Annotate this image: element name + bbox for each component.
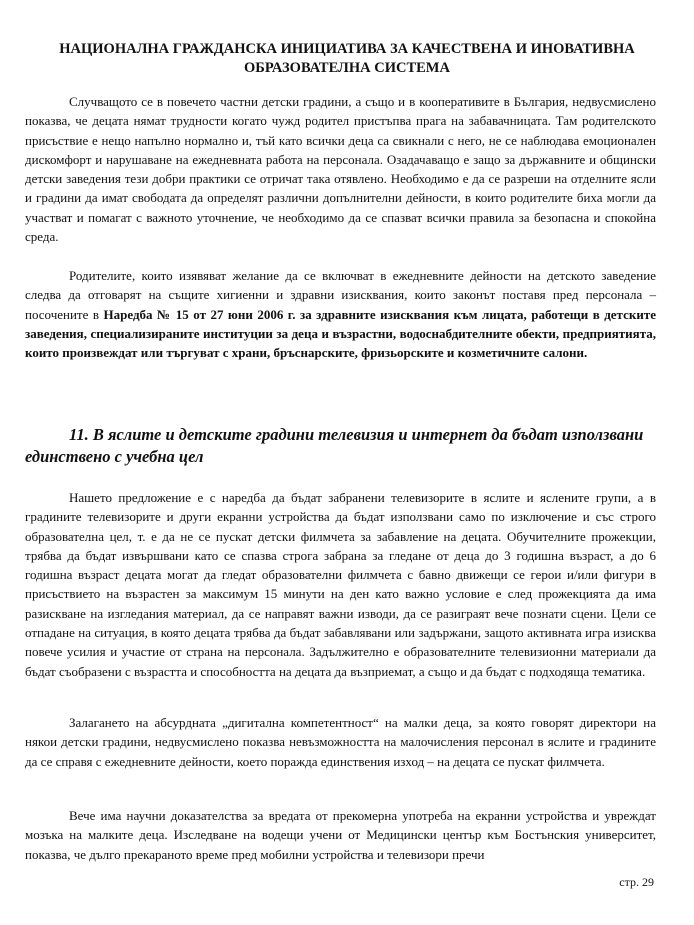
page-number: стр. 29 [619,875,654,889]
paragraph-scientific-evidence: Вече има научни доказателства за вредата от прекомерна употреба на екранни устройства и увреждат мозъка на малките деца. Изследване на водещи учени от Медицински център към Бостънския университет, показва, че дълго прекараното време пред мобилни устройства и телевизори пречи [25,808,656,862]
section-heading: 11. В яслите и детските градини телевизия и интернет да бъдат използвани единствено с учебна цел [25,425,644,466]
paragraph-text: Родителите, които изявяват желание да се включват в ежедневните дейности на детското заведение следва да отговарят на същите хигиенни и здравни изисквания, които законът поставя пред персонала – посочените в [25,268,656,322]
document-title: НАЦИОНАЛНА ГРАЖДАНСКА ИНИЦИАТИВА ЗА КАЧЕСТВЕНА И ИНОВАТИВНА ОБРАЗОВАТЕЛНА СИСТЕМА [59,41,635,76]
paragraph-parental-presence: Случващото се в повечето частни детски градини, а също и в кооперативите в България, недвусмислено показва, че децата нямат трудности когато чужд родител пристъпва прага на забавачницата. Там родителското присъствие е нещо напълно нормално и, тъй като всички деца са свикнали с него, не се наблюдава емоционален дискомфорт и нарушаване на ежедневната работа на персонала. Озадачаващо е защо за държавните и общински детски заведения тези добри практики се отричат така отявлено. Необходимо е да се разреши на отделните ясли и градини да имат свободата да определят различни допълнителни дейности, в които родителите биха могли да участват и помагат с важното уточнение, че необходимо да се спазват всички правила за безопасна и спокойна среда. [25,94,656,245]
paragraph-tv-proposal: Нашето предложение е с наредба да бъдат забранени телевизорите в яслите и яслените групи, а в градините телевизорите и други екранни устройства да бъдат използвани само по изключение и със строго образователна цел, т. е да не се пускат детски филмчета за забавление на децата. Обучителните прожекции, трябва да бъдат извършвани като се спазва строга забрана за гледане от деца до 3 годишна възраст, а до 6 годишна възраст децата могат да гледат образователни филмчета с бавно движещи се герои и/или фигури в присъствието на възрастен за максимум 15 минути на ден като важно условие е след прожекцията да има разискване на изгледания материал, да се направят важни изводи, да се разиграят вече познати сцени. Цели се отпадане на ситуация, в която децата трябва да бъдат забавлявани или задържани, защото активната игра изисква повече усилия и участие от страна на персонала. Задължително е образователните телевизионни материали да бъдат съобразени с възрастта и способността на децата да възприемат, а също и да бъдат с подходяща тематика. [25,490,656,679]
paragraph-digital-competence: Залагането на абсурдната „дигитална компетентност“ на малки деца, за която говорят директори на някои детски градини, недвусмислено показва невъзможността на малочисления персонал в яслите и градините да се справя с ежедневните дейности, което поражда единствения изход – на децата се пускат филмчета. [25,715,656,769]
ordinance-reference: Наредба № 15 от 27 юни 2006 г. за здравните изисквания към лицата, работещи в детските заведения, специализираните институции за деца и възрастни, водоснабдителните обекти, предприятията, които произвеждат или търгуват с храни, бръснарските, фризьорските и козметичните салони. [25,306,656,361]
paragraph-hygiene-requirements [25,266,656,362]
